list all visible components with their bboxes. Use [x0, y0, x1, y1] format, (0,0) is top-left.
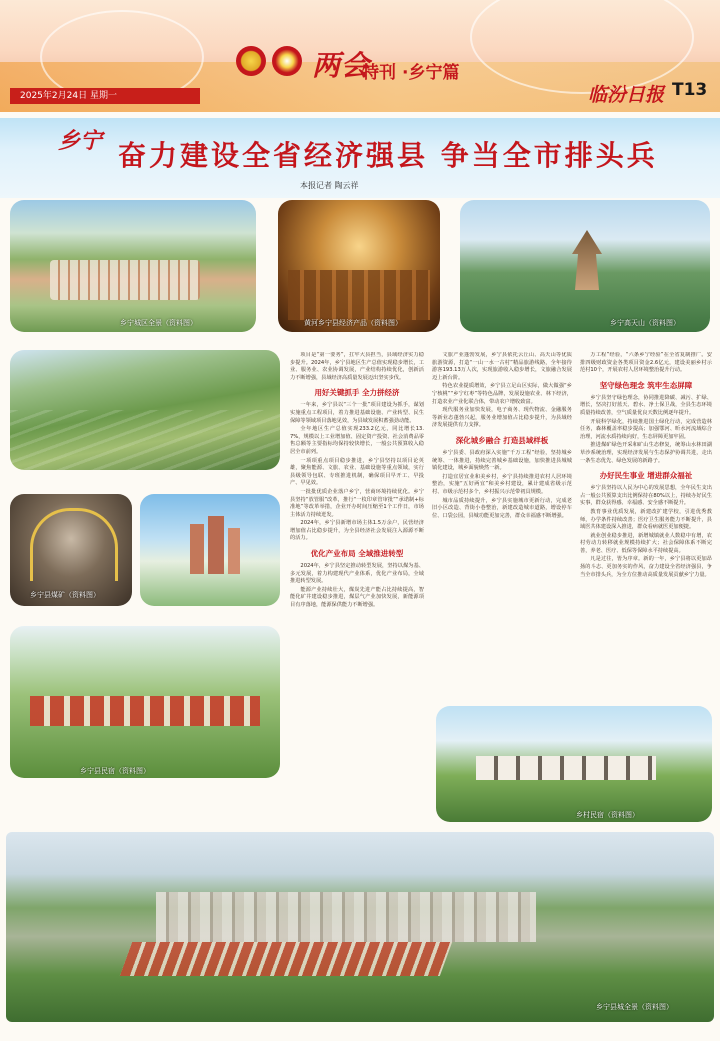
paragraph: 文旅产业蓬勃发展，乡宁县依托云丘山、高天山等优质旅游资源，打造“一山一水一古村”精品旅游线路，全年接待游客193.13万人次，实现旅游收入稳步增长，文旅融合发展迈上新台阶。 [432, 352, 572, 381]
paragraph: 全年地区生产总值实现233.2亿元，同比增长13.7%，规模以上工业增加值、固定资产投资、社会消费品零售总额等主要指标均保持较快增长，一般公共预算收入稳居全市前列。 [290, 426, 424, 455]
text-column-2 [432, 352, 572, 702]
paragraph: 乡宁县坚守绿色理念，协同推进降碳、减污、扩绿、增长，坚决打好蓝天、碧水、净土保卫战，全县生态环境质量持续改善，空气质量优良天数比例逐年提升。 [580, 394, 712, 416]
photo-coal-mine [10, 494, 132, 606]
section-heading: 优化产业布局 全域推进转型 [310, 549, 404, 559]
photo-city-towers [140, 494, 280, 606]
photo-county-panorama [6, 832, 714, 1022]
section-heading: 办好民生事业 增进群众福祉 [599, 471, 693, 481]
paragraph: 现代服务业加快发展，电子商务、现代物流、金融服务等新业态蓬勃兴起，服务业增加值占比稳步提升，为县域经济发展提供有力支撑。 [432, 407, 572, 429]
paragraph: 凡是过往，皆为序章。新的一年，乡宁县将以更加昂扬的斗志、更加务实的作风，奋力建设全省经济强县，争当全市排头兵，为全方位推动高质量发展贡献乡宁力量。 [580, 556, 712, 578]
paragraph: 万工程”经验，“六条乡宁经验”在全省复制推广。安排四级财政资金各类项目资金2.6亿元，建设美丽乡村示范村10个，开展农村人居环境整治提升行动。 [580, 352, 712, 374]
photo-caption: 乡宁县城全景（资料图） [596, 1003, 673, 1011]
section-heading: 坚守绿色理念 筑牢生态屏障 [599, 380, 693, 390]
paragraph: 一项项重点项目稳步推进，乡宁县坚持以项目论英雄，聚焦能源、文旅、农业、基础设施等重点领域，实行县级领导包联、专班推进机制，确保项目早开工、早投产、早见效。 [290, 457, 424, 487]
byline: 本报记者 陶云祥 [300, 181, 359, 190]
paragraph: 就业创业稳步推进，新增城镇就业人数稳中有增，农村劳动力转移就业规模持续扩大；社会保障体系不断完善，养老、医疗、低保等保障水平持续提高。 [580, 532, 712, 554]
photo-caption: 黄河乡宁县经济产品（资料图） [304, 319, 402, 327]
county-mark: 乡宁 [58, 128, 103, 154]
paragraph: 能源产业持续壮大，煤炭先进产能占比持续提高，智能化矿井建设稳步推进，煤层气产业加快发展，新能源项目有序落地，能源保供能力不断增强。 [290, 586, 424, 609]
cppcc-emblem-icon [272, 46, 302, 76]
photo-caption: 乡宁城区全景（资料图） [120, 319, 197, 327]
photo-county-overview [10, 200, 256, 332]
special-title: 两会 [312, 49, 371, 82]
headline: 奋力建设全省经济强县 争当全市排头兵 [118, 139, 658, 172]
section-heading: 用好关键抓手 全力拼经济 [314, 388, 400, 398]
paragraph: 乡宁县委、县政府深入实施“千万工程”经验，坚持城乡统筹、一体推进，持续完善城乡基础设施，加快推进县城城镇化建设，城乡面貌焕然一新。 [432, 449, 572, 472]
paragraph: 城市品质持续提升，乡宁县实施城市更新行动，完成老旧小区改造、背街小巷整治，新建改造城市道路，增设停车位、口袋公园，县城功能更加完善，群众幸福感不断增强。 [432, 497, 572, 519]
paragraph: 教育事业优质发展，新建改扩建学校，引进优秀教师，办学条件持续改善；医疗卫生服务能力不断提升，县域医共体建设深入推进，群众看病就医更加便捷。 [580, 508, 712, 531]
national-emblem-icon [236, 46, 266, 76]
special-suffix: 特刊 [362, 63, 396, 83]
photo-rural-homestay [436, 706, 712, 822]
paragraph: 项目是“第一要务”，扛牢大县担当，县域经济实力稳步提升。2024年，乡宁县地区生产总值实现稳步增长，工业、服务业、农业协调发展，产业结构持续优化，创新活力不断增强，县域经济高质量发展迈出坚实步伐。 [290, 352, 424, 381]
text-column-1 [290, 352, 424, 816]
section-heading: 深化城乡融合 打造县域样板 [455, 435, 549, 445]
paragraph: 推进煤矿绿色开采和矿山生态修复，统筹山水林田湖草沙系统治理，实现经济发展与生态保护协调共进，走出一条生态优先、绿色发展的新路子。 [580, 442, 712, 464]
paragraph: 打造宜居宜业和美乡村，乡宁县持续推进农村人居环境整治，实施“五好两宜”和美乡村建设，累计建成省级示范村、市级示范村多个，乡村振兴示范带初具规模。 [432, 473, 572, 495]
photo-caption: 乡宁县民宿（资料图） [80, 767, 150, 775]
paragraph: 2024年，乡宁县新增市场主体1.5万余户，民营经济增加值占比稳步提升，为全县经济社会发展注入源源不断的活力。 [290, 520, 424, 542]
paper-name: 临汾日报 [588, 84, 665, 106]
photo-caption: 乡宁高天山（资料图） [610, 319, 680, 327]
section-name: ·乡宁篇 [402, 63, 460, 83]
photo-terraced-fields [10, 350, 280, 470]
issue-date: 2025年2月24日 星期一 [10, 88, 200, 104]
page-number: T13 [672, 80, 708, 100]
paragraph: 特色农业提质增效，乡宁县立足山区实际，做大做强“乡宁核桃”“乡宁红枣”等特色品牌，发展设施农业、林下经济，打造农业产业化联合体，带动农户增收致富。 [432, 383, 572, 405]
paragraph: 2024年，乡宁县坚定推动转型发展，坚持以煤为基、多元发展，着力构建现代产业体系，优化产业布局，全域推进转型发展。 [290, 563, 424, 585]
paragraph: 乡宁县坚持以人民为中心的发展思想，全年民生支出占一般公共预算支出比例保持在80%以上，持续办好民生实事，群众获得感、幸福感、安全感不断提升。 [580, 485, 712, 507]
photo-gaotianshan [460, 200, 710, 332]
paragraph: 一年来，乡宁县以“三个一批”项目建设为抓手，谋划实施重点工程项目，着力推进基础设施、产业转型、民生保障等领域项目落地见效，为县域发展积蓄强劲动能。 [290, 402, 424, 424]
paragraph: 一批批优质企业落户乡宁，营商环境持续优化。乡宁县坚持“放管服”改革，推行“一枚印章管审批”“承诺制+标准地”等改革举措，企业开办时间压缩至1个工作日，市场主体活力持续迸发。 [290, 488, 424, 518]
photo-homestay-village [10, 626, 280, 778]
photo-caption: 乡村民宿（资料图） [576, 811, 639, 819]
text-column-3 [580, 352, 712, 702]
masthead [0, 0, 720, 112]
photo-caption: 乡宁县煤矿（资料图） [30, 591, 100, 599]
photo-wine-cellar [278, 200, 440, 332]
paragraph: 开展科学绿化，持续推进国土绿化行动，完成营造林任务，森林覆盖率稳步提高；加强鄂河、昕水河流域综合治理，河流水质持续向好，生态屏障更加牢固。 [580, 418, 712, 440]
